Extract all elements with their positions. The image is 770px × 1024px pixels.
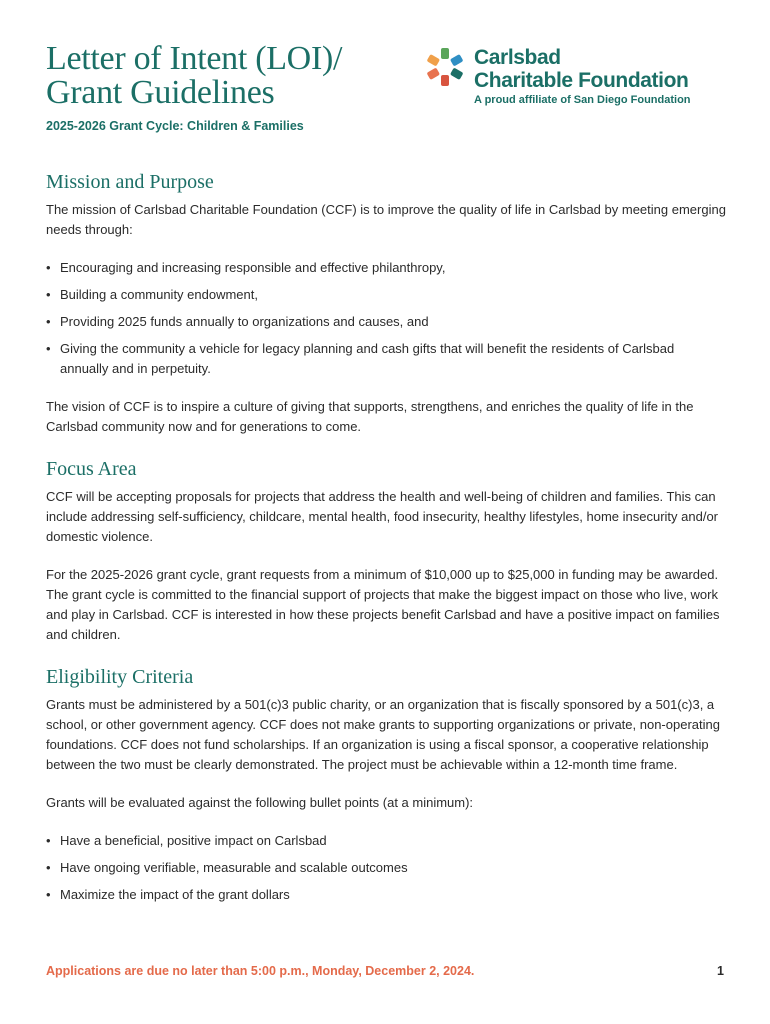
focus-heading: Focus Area	[46, 458, 137, 480]
eligibility-section	[46, 663, 726, 905]
page-title	[46, 42, 342, 110]
eligibility-paragraph-2: Grants will be evaluated against the following bullet points (at a minimum):	[46, 795, 474, 810]
pinwheel-logo-icon	[422, 44, 468, 90]
focus-paragraph-1: CCF will be accepting proposals for projects that address the health and well-being of children and families. This can include addressing self-sufficiency, childcare, mental health, food insecurity, healthy lifestyles, home insecurity and/or domestic violence.	[46, 489, 719, 544]
list-item: • Building a community endowment,	[46, 285, 726, 305]
list-item: • Encouraging and increasing responsible and effective philanthropy,	[46, 258, 726, 278]
focus-section	[46, 455, 726, 645]
page-subtitle: 2025-2026 Grant Cycle: Children & Families	[46, 119, 304, 133]
document-body	[46, 168, 726, 923]
foundation-name-line-2: Charitable Foundation	[474, 69, 689, 92]
eligibility-paragraph-1: Grants must be administered by a 501(c)3 public charity, or an organization that is fiscally sponsored by a 501(c)3, a school, or other government agency. CCF does not make grants to supporting organizations or private, non-operating foundations. CCF does not fund scholarships. If an organization is using a fiscal sponsor, a cooperative relationship between the two must be clearly demonstrated. The project must be achievable within a 12-month time frame.	[46, 697, 720, 772]
deadline-note: Applications are due no later than 5:00 p.m., Monday, December 2, 2024.	[46, 964, 475, 978]
title-line-2: Grant Guidelines	[46, 74, 275, 111]
list-item: • Have ongoing verifiable, measurable and scalable outcomes	[46, 858, 726, 878]
list-item: • Have a beneficial, positive impact on Carlsbad	[46, 831, 726, 851]
mission-list	[46, 258, 726, 379]
eligibility-list	[46, 831, 726, 905]
list-item: • Giving the community a vehicle for legacy planning and cash gifts that will benefit the residents of Carlsbad annually and in perpetuity.	[46, 339, 726, 379]
foundation-logo	[422, 44, 742, 114]
eligibility-heading: Eligibility Criteria	[46, 666, 194, 688]
mission-intro: The mission of Carlsbad Charitable Foundation (CCF) is to improve the quality of life in Carlsbad by meeting emerging needs through:	[46, 202, 726, 237]
foundation-name	[474, 46, 688, 92]
title-line-1: Letter of Intent (LOI)/	[46, 40, 343, 77]
focus-paragraph-2: For the 2025-2026 grant cycle, grant requests from a minimum of $10,000 up to $25,000 in funding may be awarded. The grant cycle is committed to the financial support of projects that make the biggest impact on those who live, work and play in Carlsbad. CCF is interested in how these projects benefit Carlsbad and have a positive impact on families and children.	[46, 567, 720, 642]
list-item: • Providing 2025 funds annually to organizations and causes, and	[46, 312, 726, 332]
foundation-name-line-1: Carlsbad	[474, 46, 561, 69]
mission-heading: Mission and Purpose	[46, 171, 214, 193]
page-number: 1	[717, 964, 724, 978]
mission-section	[46, 168, 726, 437]
vision-paragraph: The vision of CCF is to inspire a culture of giving that supports, strengthens, and enriches the quality of life in the Carlsbad community now and for generations to come.	[46, 399, 694, 434]
list-item: • Maximize the impact of the grant dollars	[46, 885, 726, 905]
foundation-tagline: A proud affiliate of San Diego Foundation	[474, 94, 691, 106]
